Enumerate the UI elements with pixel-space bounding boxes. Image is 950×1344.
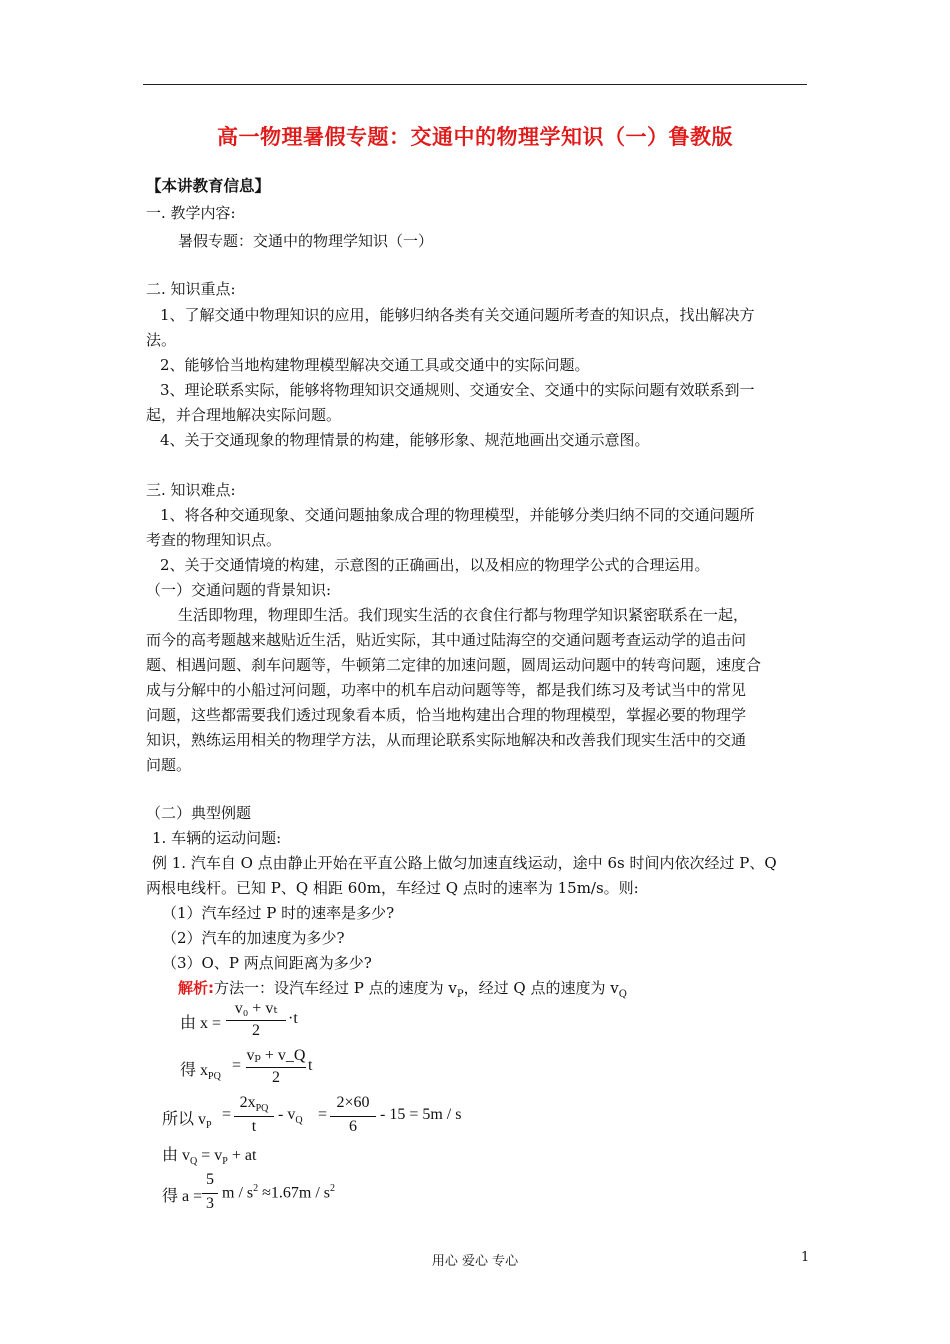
question-2: （2）汽车的加速度为多少? bbox=[162, 929, 345, 947]
eq5-prefix: 得 a = bbox=[162, 1188, 203, 1205]
section-header: 【本讲教育信息】 bbox=[146, 177, 271, 195]
eq3-prefix: 所以 $v_P$ bbox=[162, 1111, 212, 1132]
eq3-den1: t bbox=[251, 1118, 257, 1135]
page-footer: 用心 爱心 专心 bbox=[431, 1254, 519, 1269]
s2-heading: 二. 知识重点: bbox=[146, 280, 236, 298]
eq1-prefix: 由 x = bbox=[180, 1015, 222, 1032]
s3-heading: 三. 知识难点: bbox=[146, 481, 236, 499]
eq3-num2: 2×60 bbox=[336, 1094, 370, 1111]
fraction-bar bbox=[330, 1116, 376, 1117]
bg-line: 问题。 bbox=[146, 756, 192, 774]
bg-line: 成与分解中的小船过河问题，功率中的机车启动问题等等，都是我们练习及考试当中的常见 bbox=[146, 681, 747, 699]
s3-p1-line1: 1、将各种交通现象、交通问题抽象成合理的物理模型，并能够分类归纳不同的交通问题所 bbox=[160, 506, 755, 524]
s2-p2: 2、能够恰当地构建物理模型解决交通工具或交通中的实际问题。 bbox=[160, 356, 590, 374]
eq2-equals: = bbox=[232, 1057, 242, 1074]
header-rule bbox=[143, 84, 807, 85]
fraction-bar bbox=[202, 1193, 218, 1194]
eq2-suffix: t bbox=[308, 1057, 313, 1074]
bg-heading: （一）交通问题的背景知识: bbox=[146, 581, 332, 599]
s2-p1-line2: 法。 bbox=[146, 331, 177, 349]
eq3-den2: 6 bbox=[349, 1118, 357, 1135]
eq5-tail: $m / s^2 \approx 1.67m / s^2$ bbox=[222, 1183, 336, 1202]
example1-line1: 例 1. 汽车自 O 点由静止开始在平直公路上做匀加速直线运动，途中 6s 时间内依次经过 P、Q bbox=[152, 854, 777, 872]
bg-line: 问题，这些都需要我们透过现象看本质，恰当地构建出合理的物理模型，掌握必要的物理学 bbox=[146, 706, 747, 724]
s2-p3-line1: 3、理论联系实际，能够将物理知识交通规则、交通安全、交通中的实际问题有效联系到一 bbox=[160, 381, 755, 399]
eq2-denominator: 2 bbox=[272, 1069, 280, 1086]
eq3-equals: = bbox=[222, 1106, 232, 1123]
bg-line: 而今的高考题越来越贴近生活，贴近实际，其中通过陆海空的交通问题考查运动学的追击问 bbox=[146, 631, 747, 649]
s1-heading: 一. 教学内容: bbox=[146, 204, 236, 222]
example1-line2: 两根电线杆。已知 P、Q 相距 60m，车经过 Q 点时的速率为 15m/s。则: bbox=[146, 879, 639, 897]
eq2-numerator: vₚ + v_Q bbox=[246, 1047, 306, 1064]
eq3-equals2: = bbox=[318, 1106, 328, 1123]
eq4: 由 $v_Q = v_P$ + at bbox=[162, 1147, 257, 1168]
s2-p4: 4、关于交通现象的物理情景的构建，能够形象、规范地画出交通示意图。 bbox=[160, 431, 650, 449]
eq1-numerator: v₀ + vₜ bbox=[234, 1000, 278, 1017]
fraction-bar bbox=[226, 1020, 286, 1021]
page-title: 高一物理暑假专题：交通中的物理学知识（一）鲁教版 bbox=[217, 125, 733, 149]
fraction-bar bbox=[246, 1067, 306, 1068]
question-1: （1）汽车经过 P 时的速率是多少? bbox=[162, 904, 395, 922]
eq5-numerator: 5 bbox=[206, 1171, 214, 1188]
analysis-line: 解析:方法一：设汽车经过 P 点的速度为 $v_P$，经过 Q 点的速度为 $v_Q$ bbox=[178, 979, 627, 1000]
eq2-prefix: 得 $x_{PQ}$ bbox=[180, 1062, 221, 1083]
fraction-bar bbox=[234, 1116, 274, 1117]
page-number: 1 bbox=[801, 1250, 810, 1265]
s2-p3-line2: 起，并合理地解决实际问题。 bbox=[146, 406, 342, 424]
bg-line: 知识，熟练运用相关的物理学方法，从而理论联系实际地解决和改善我们现实生活中的交通 bbox=[146, 731, 747, 749]
s2-p1-line1: 1、了解交通中物理知识的应用，能够归纳各类有关交通问题所考查的知识点，找出解决方 bbox=[160, 306, 755, 324]
s3-p2: 2、关于交通情境的构建，示意图的正确画出，以及相应的物理学公式的合理运用。 bbox=[160, 556, 710, 574]
eq1-denominator: 2 bbox=[252, 1022, 260, 1039]
s3-p1-line2: 考查的物理知识点。 bbox=[146, 531, 282, 549]
examples-heading: （二）典型例题 bbox=[146, 804, 252, 822]
bg-line: 题、相遇问题、刹车问题等，牛顿第二定律的加速问题，圆周运动问题中的转弯问题，速度合 bbox=[146, 656, 762, 674]
examples-sub: 1. 车辆的运动问题: bbox=[152, 829, 282, 847]
s1-content: 暑假专题：交通中的物理学知识（一） bbox=[178, 232, 434, 250]
analysis-label: 解析: bbox=[178, 979, 214, 997]
eq1-suffix: ·t bbox=[288, 1010, 298, 1027]
eq3-tail: - 15 = 5m / s bbox=[380, 1106, 462, 1123]
eq5-denominator: 3 bbox=[206, 1195, 214, 1212]
eq3-mid: - $v_Q$ bbox=[278, 1106, 303, 1127]
bg-line: 生活即物理，物理即生活。我们现实生活的衣食住行都与物理学知识紧密联系在一起， bbox=[178, 606, 749, 624]
question-3: （3）O、P 两点间距离为多少? bbox=[162, 954, 372, 972]
eq3-num1: $2x_{PQ}$ bbox=[239, 1094, 269, 1115]
